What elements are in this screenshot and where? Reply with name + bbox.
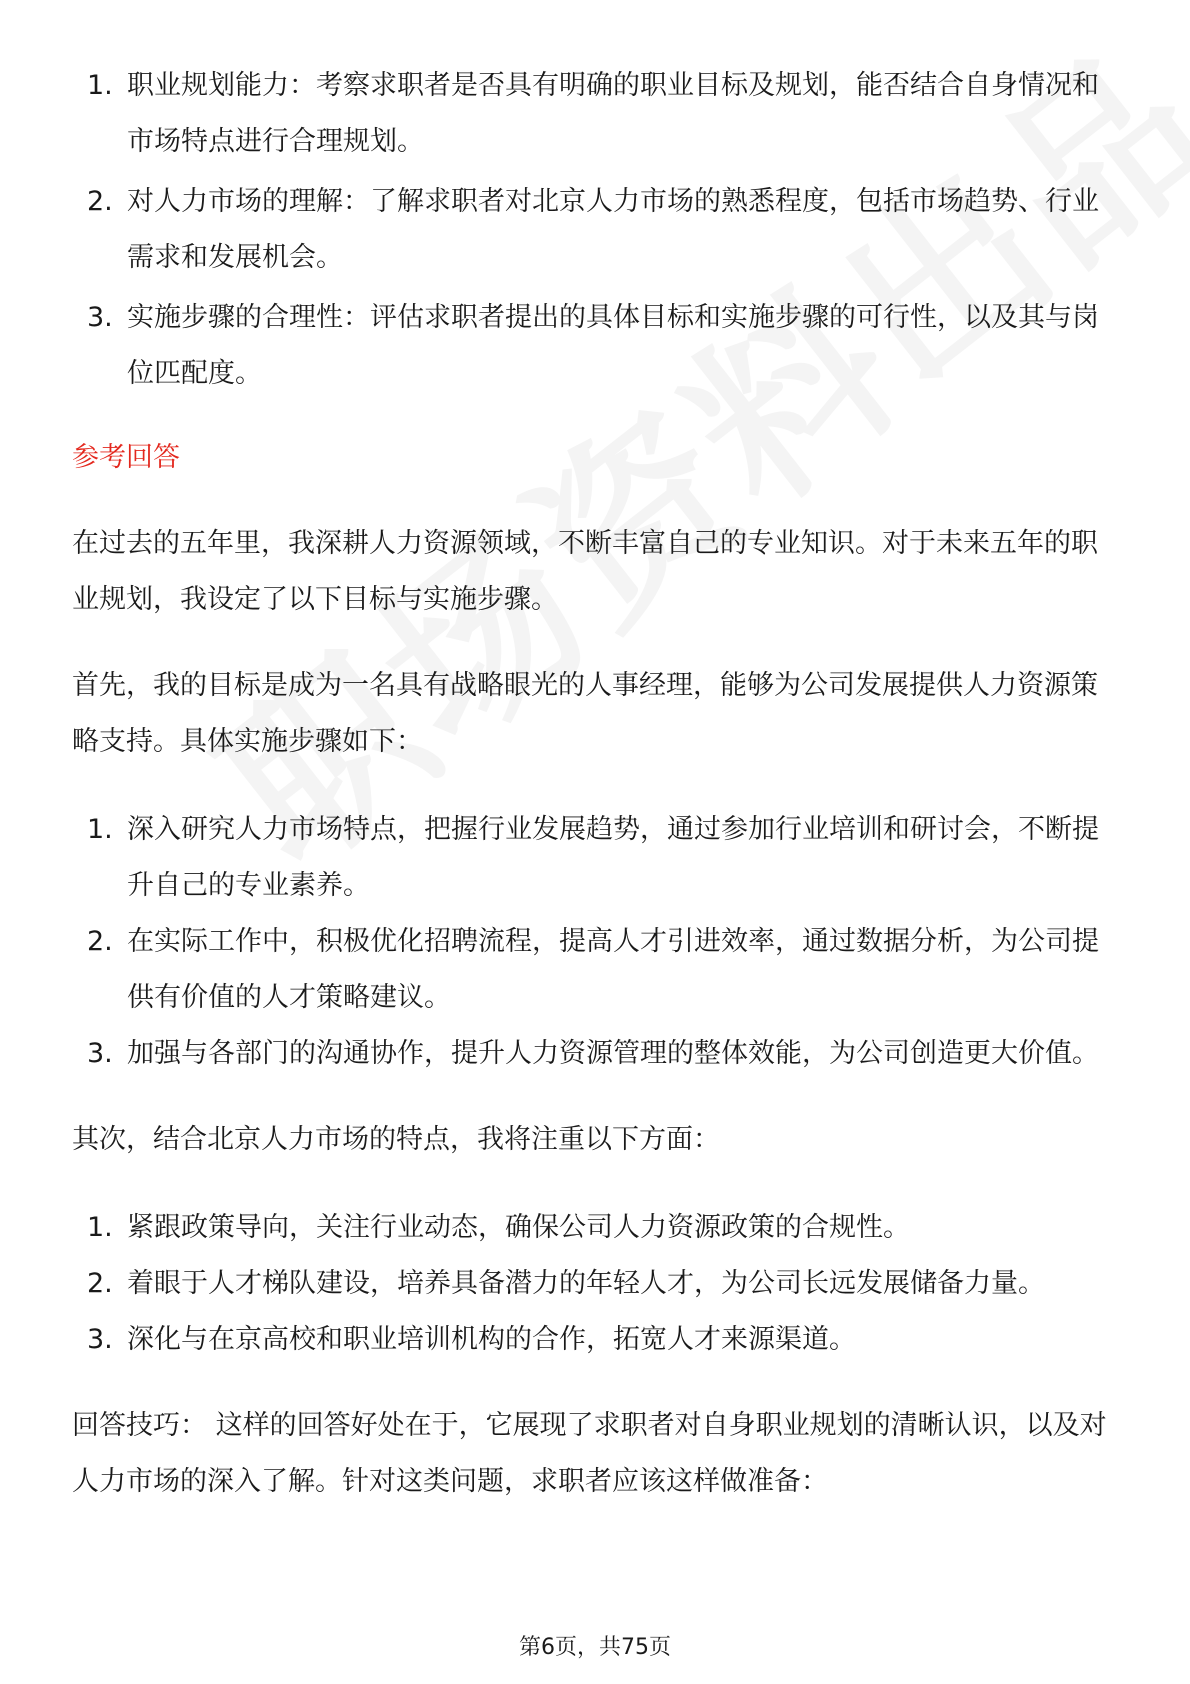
list-item-text: 紧跟政策导向，关注行业动态，确保公司人力资源政策的合规性。 [127,1212,910,1243]
list-number: 3. [87,302,113,333]
list-number: 2. [87,1268,113,1299]
paragraph: 在过去的五年里，我深耕人力资源领域，不断丰富自己的专业知识。对于未来五年的职业规划，我设定了以下目标与实施步骤。 [72,528,1098,615]
evaluation-points-list [72,58,1122,402]
list-number: 1. [87,1212,113,1243]
list-number: 3. [87,1324,113,1355]
section-heading: 参考回答 [72,442,180,473]
paragraph: 首先，我的目标是成为一名具有战略眼光的人事经理，能够为公司发展提供人力资源策略支持。具体实施步骤如下： [72,670,1098,757]
list-item-text: 实施步骤的合理性：评估求职者提出的具体目标和实施步骤的可行性，以及其与岗位匹配度。 [127,302,1099,389]
paragraph: 其次，结合北京人力市场的特点，我将注重以下方面： [72,1124,720,1155]
list-item-text: 深化与在京高校和职业培训机构的合作，拓宽人才来源渠道。 [127,1324,856,1355]
paragraph: 回答技巧： 这样的回答好处在于，它展现了求职者对自身职业规划的清晰认识，以及对人力市场的深入了解。针对这类问题，求职者应该这样做准备： [72,1410,1107,1497]
list-item [72,1256,1122,1312]
list-item-text: 职业规划能力：考察求职者是否具有明确的职业目标及规划，能否结合自身情况和市场特点进行合理规划。 [127,70,1099,157]
list-item [72,174,1122,286]
list-item [72,1026,1122,1082]
page-footer: 第6页，共75页 [519,1635,671,1660]
steps-list [72,802,1122,1082]
document-page [72,58,1122,1510]
list-item-text: 在实际工作中，积极优化招聘流程，提高人才引进效率，通过数据分析，为公司提供有价值的人才策略建议。 [127,926,1099,1013]
list-item-text: 对人力市场的理解：了解求职者对北京人力市场的熟悉程度，包括市场趋势、行业需求和发展机会。 [127,186,1099,273]
focus-list [72,1200,1122,1368]
list-number: 2. [87,926,113,957]
list-item-text: 深入研究人力市场特点，把握行业发展趋势，通过参加行业培训和研讨会，不断提升自己的专业素养。 [127,814,1099,901]
list-item-text: 加强与各部门的沟通协作，提升人力资源管理的整体效能，为公司创造更大价值。 [127,1038,1099,1069]
list-number: 2. [87,186,113,217]
list-item [72,1200,1122,1256]
list-number: 1. [87,70,113,101]
list-item [72,58,1122,170]
list-item [72,802,1122,914]
list-number: 1. [87,814,113,845]
list-item-text: 着眼于人才梯队建设，培养具备潜力的年轻人才，为公司长远发展储备力量。 [127,1268,1045,1299]
list-number: 3. [87,1038,113,1069]
list-item [72,914,1122,1026]
list-item [72,290,1122,402]
list-item [72,1312,1122,1368]
